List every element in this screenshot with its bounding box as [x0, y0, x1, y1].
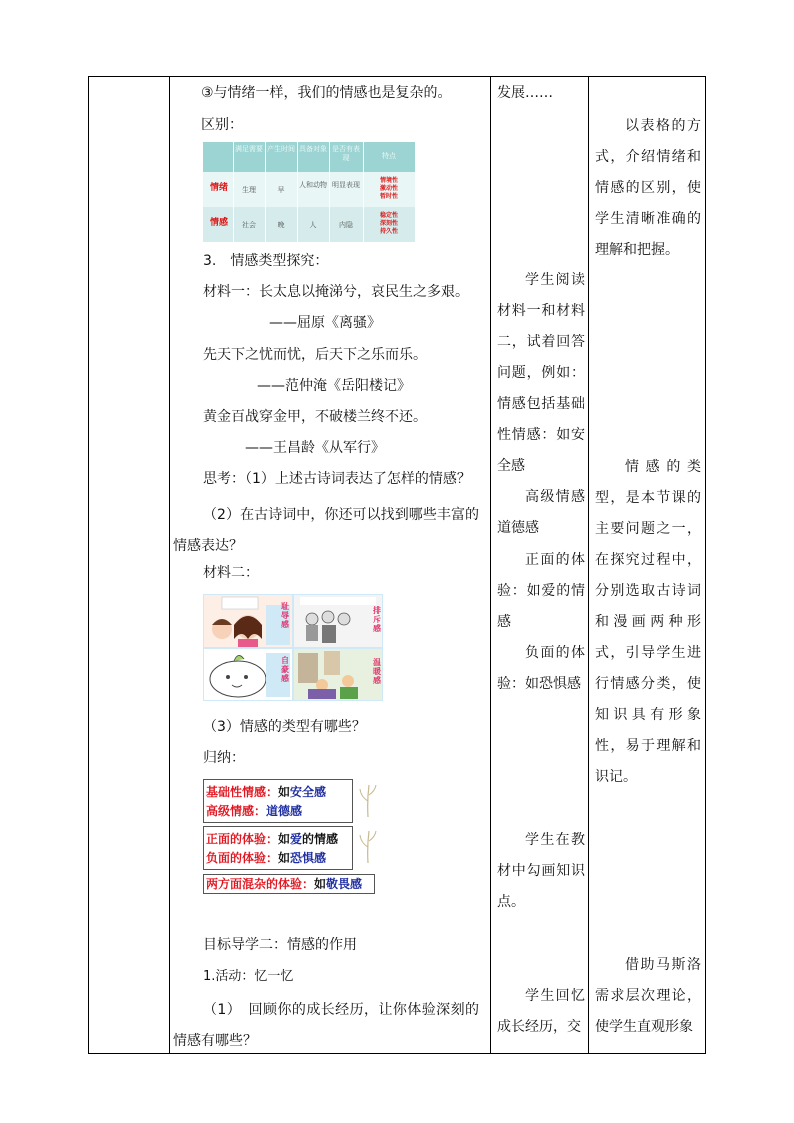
column-divider	[169, 77, 170, 1053]
material1-source1: ——屈原《离骚》	[269, 315, 381, 331]
comic-tag: 排斥感	[373, 606, 381, 633]
material2-title: 材料二：	[203, 565, 259, 581]
feature: 暂时性	[379, 193, 398, 200]
summary-box-3	[203, 874, 375, 894]
summary-line: 两方面混杂的体验：如敬畏感	[206, 877, 363, 891]
row-name-feeling: 情感	[209, 218, 228, 228]
material1-line2: 先天下之忧而忧，后天下之乐而乐。	[203, 347, 427, 363]
summary-line: 正面的体验：如爱的情感	[206, 832, 339, 846]
column-divider	[588, 77, 589, 1053]
summary-line: 高级情感：道德感	[206, 804, 303, 818]
student-text: 学生阅读材料一和材料二，试着回答问题，例如：情感包括基础性情感：如安全感	[497, 272, 585, 474]
difference-label: 区别：	[201, 117, 243, 133]
compare-cell: 内隐	[339, 221, 353, 229]
compare-cell: 早	[277, 186, 285, 194]
emotion-complex-line: ③与情绪一样，我们的情感也是复杂的。	[201, 85, 452, 101]
compare-cell: 生理	[242, 186, 256, 194]
comic-tag: 温暖感	[373, 658, 381, 685]
student-text: 学生回忆成长经历，交	[497, 988, 585, 1035]
student-text: 正面的体验：如爱的情感	[497, 552, 585, 630]
feature: 情境性	[379, 177, 398, 184]
feature: 深刻性	[379, 220, 398, 227]
material1-source3: ——王昌龄《从军行》	[245, 440, 385, 456]
activity1-question1: （1） 回顾你的成长经历，让你体验深刻的情感有哪些？	[173, 1002, 479, 1049]
material1-line1: 材料一：长太息以掩涕兮，哀民生之多艰。	[203, 284, 469, 300]
comic-tag: 自豪感	[281, 656, 289, 683]
student-text: 学生在教材中勾画知识点。	[497, 832, 585, 910]
question3: （3）情感的类型有哪些？	[203, 719, 366, 735]
compare-cell: 晚	[277, 221, 285, 229]
material1-line3: 黄金百战穿金甲，不破楼兰终不还。	[203, 409, 427, 425]
emotion-comic-illustration	[203, 594, 383, 701]
summary-box-2	[203, 826, 353, 870]
compare-cell: 明显表现	[332, 181, 360, 189]
feature: 持久性	[379, 228, 398, 235]
summary-line: 负面的体验：如恐惧感	[206, 851, 327, 865]
compare-header: 满足需要	[235, 145, 263, 153]
think-question1: 思考：（1）上述古诗词表达了怎样的情感？	[203, 471, 471, 487]
think-question2: （2）在古诗词中，你还可以找到哪些丰富的情感表达？	[173, 507, 479, 554]
summary-line: 基础性情感：如安全感	[206, 785, 327, 799]
activity1-title: 1.活动：忆一忆	[203, 969, 294, 984]
compare-header: 是否有表现	[332, 145, 360, 162]
comic-panel-exclusion	[294, 595, 382, 647]
comic-panel-warmth	[294, 649, 382, 700]
lesson-plan-table	[88, 76, 706, 1054]
compare-header: 产生时间	[267, 145, 295, 153]
design-text: 借助马斯洛需求层次理论，使学生直观形象	[595, 957, 701, 1035]
compare-header: 具备对象	[299, 145, 327, 153]
section3-title: 3. 情感类型探究：	[203, 253, 329, 269]
leaf-decoration	[359, 829, 377, 863]
summary-title: 归纳：	[203, 750, 245, 766]
compare-cell: 人和动物	[299, 181, 327, 189]
compare-cell: 社会	[242, 221, 256, 229]
comic-panel-pride	[204, 649, 292, 700]
compare-header: 特点	[382, 152, 396, 160]
goal2-title: 目标导学二：情感的作用	[203, 937, 357, 953]
comic-tag: 耻辱感	[281, 602, 289, 629]
design-text: 情感的类型，是本节课的主要问题之一，在探究过程中，分别选取古诗词和漫画两种形式，引导学生进行情感分类，使知识具有形象性，易于理解和识记。	[595, 459, 701, 785]
student-text: 发展……	[497, 85, 553, 101]
student-text: 负面的体验：如恐惧感	[497, 645, 585, 692]
feature: 激动性	[379, 185, 398, 192]
column-divider	[490, 77, 491, 1053]
material1-source2: ——范仲淹《岳阳楼记》	[257, 378, 411, 394]
compare-cell: 人	[309, 221, 317, 229]
emotion-feeling-compare-table	[203, 142, 415, 242]
design-text: 以表格的方式，介绍情绪和情感的区别，使学生清晰准确的理解和把握。	[595, 118, 701, 258]
comic-panel-shame	[204, 595, 292, 647]
leaf-decoration	[359, 783, 377, 817]
feature: 稳定性	[379, 212, 398, 219]
row-name-emotion: 情绪	[209, 183, 228, 193]
student-text: 高级情感道德感	[497, 489, 585, 536]
summary-box-1	[203, 779, 353, 823]
